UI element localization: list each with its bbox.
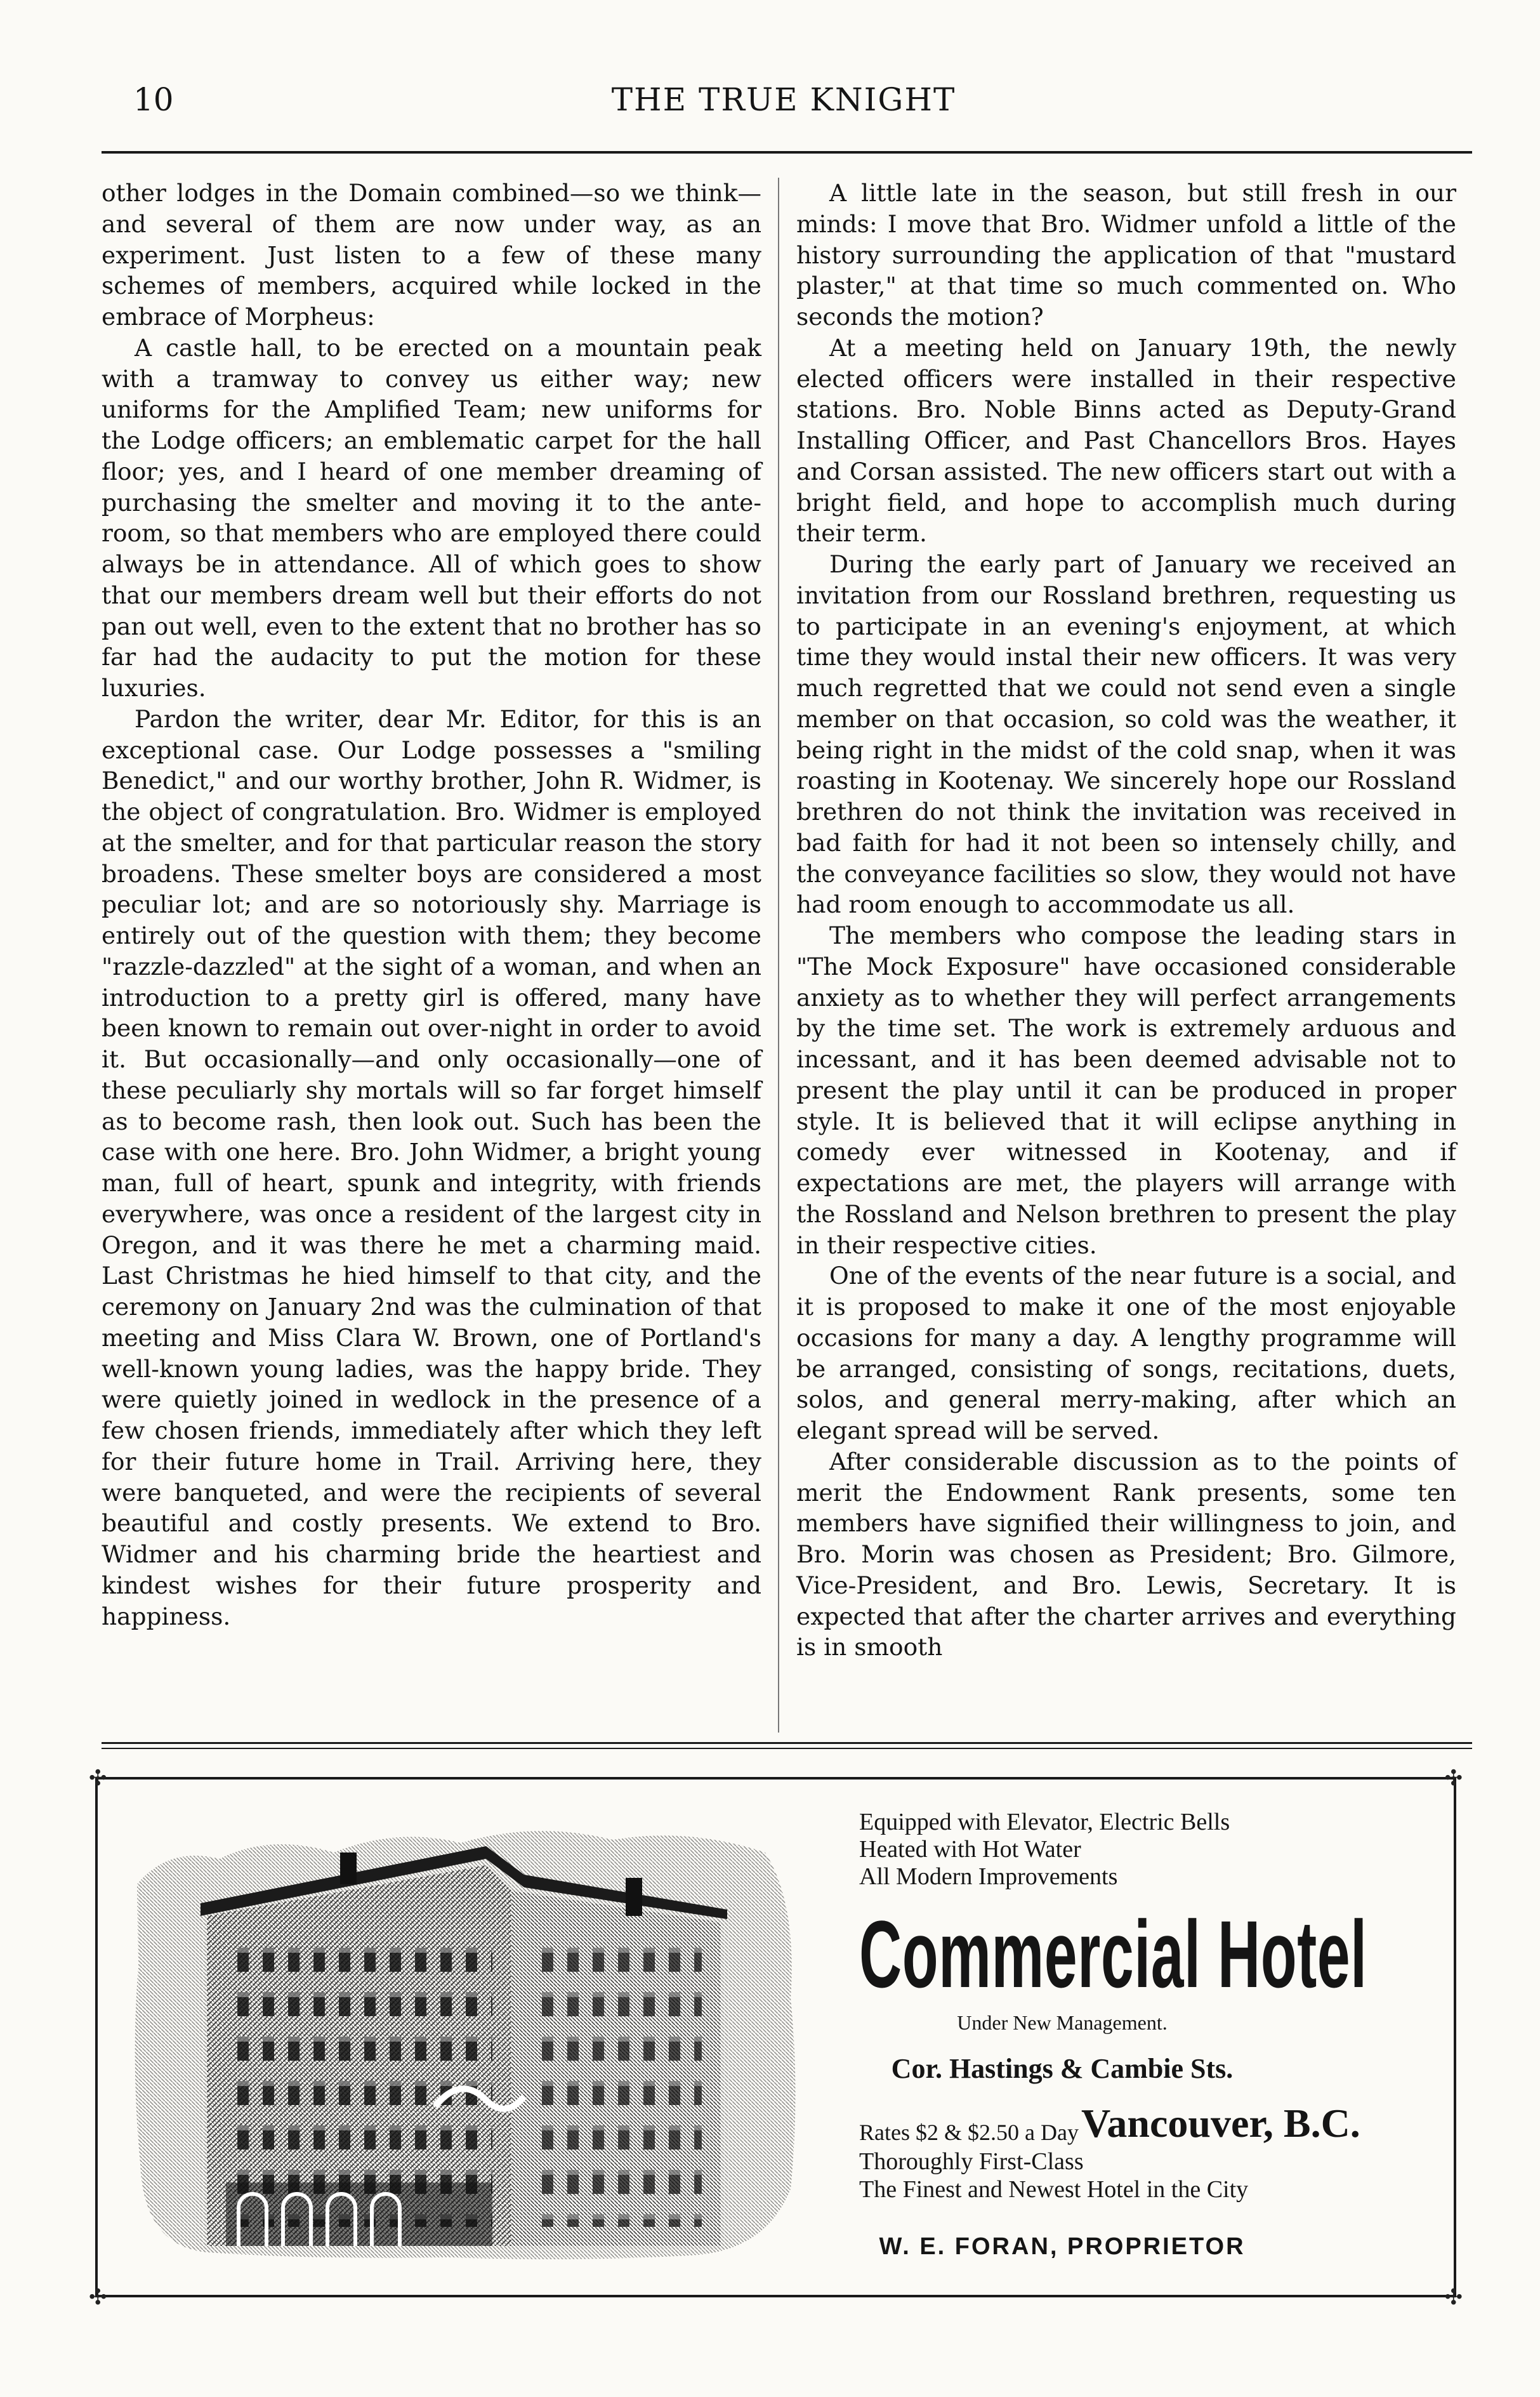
paragraph: The members who compose the leading stars in "The Mock Exposure" have occasioned considerable anxiety as to whether they will perfect arrangements by the time set. The work is extremely arduous and incessant, and it has been deemed advisable not to present the play until it can be produced in proper style. It is believed that it will eclipse anything in comedy ever witnessed in Kootenay, and if expectations are met, the players will arrange with the Rossland and Nelson brethren to present the play in their respective cities.: [796, 921, 1456, 1259]
paragraph: other lodges in the Domain combined—so we think—and several of them are now under way, as an experiment. Just listen to a few of these many schemes of members, acquired while locked in the embrace of Morpheus:: [102, 179, 761, 331]
room-rates: Rates $2 & $2.50 a Day: [859, 2120, 1079, 2145]
hotel-address: Cor. Hastings & Cambie Sts.: [891, 2053, 1234, 2084]
hotel-advertisement: [89, 1766, 1463, 2310]
right-column: [796, 178, 1456, 1663]
paragraph: A castle hall, to be erected on a mountain peak with a tramway to convey us either way; new uniforms for the Amplified Team; new uniforms for the Lodge officers; an emblematic carpet for the hall floor; yes, and I heard of one member dreaming of purchasing the smelter and moving it to the ante-room, so that members who are employed there could always be in attendance. All of which goes to show that our members dream well but their efforts do not pan out well, even to the extent that no brother has so far had the audacity to put the motion for these luxuries.: [102, 333, 761, 702]
column-divider: [778, 178, 779, 1733]
ad-feature-line: Heated with Hot Water: [859, 1836, 1081, 1863]
paragraph: One of the events of the near future is a social, and it is proposed to make it one of the most enjoyable occasions for many a day. A lengthy programme will be arranged, consisting of songs, recitations, duets, solos, and general merry-making, after which an elegant spread will be served.: [796, 1262, 1456, 1444]
hotel-city: Vancouver, B.C.: [1081, 2101, 1360, 2146]
journal-title: THE TRUE KNIGHT: [611, 81, 956, 118]
corner-ornament-icon: ✣: [89, 1766, 107, 1791]
proprietor-name: W. E. FORAN, PROPRIETOR: [879, 2233, 1246, 2260]
section-rule: [102, 1742, 1472, 1749]
hotel-name: Commercial Hotel: [859, 1901, 1367, 2007]
page-number: 10: [133, 81, 174, 118]
corner-ornament-icon: ✣: [89, 2285, 107, 2310]
paragraph: At a meeting held on January 19th, the newly elected officers were installed in their respective stations. Bro. Noble Binns acted as Deputy-Grand Installing Officer, and Past Chancellors Bros. Hayes and Corsan assisted. The new officers start out with a bright field, and hope to accomplish much during their term.: [796, 333, 1456, 548]
left-column: [102, 178, 761, 1632]
advertisement-text: [777, 1780, 1456, 2294]
ad-feature-line: Thoroughly First-Class: [859, 2148, 1084, 2175]
hotel-building-engraving: [131, 1808, 802, 2265]
corner-ornament-icon: ✣: [1444, 1766, 1463, 1791]
paragraph: A little late in the season, but still fresh in our minds: I move that Bro. Widmer unfold a little of the history surrounding the application of that "mustard plaster," at that time so much commented on. Who seconds the motion?: [796, 179, 1456, 331]
paragraph: Pardon the writer, dear Mr. Editor, for this is an exceptional case. Our Lodge possesses a "smiling Benedict," and our worthy brother, John R. Widmer, is the object of congratulation. Bro. Widmer is employed at the smelter, and for that particular reason the story broadens. These smelter boys are considered a most peculiar lot; and are so notoriously shy. Marriage is entirely out of the question with them; they become "razzle-dazzled" at the sight of a woman, and when an introduction to a pretty girl is offered, many have been known to remain out over-night in order to avoid it. But occasionally—and only occasionally—one of these peculiarly shy mortals will so far forget himself as to become rash, then look out. Such has been the case with one here. Bro. John Widmer, a bright young man, full of heart, spunk and integrity, with friends everywhere, was once a resident of the largest city in Oregon, and it was there he met a charming maid. Last Christmas he hied himself to that city, and the ceremony on January 2nd was the culmination of that meeting and Miss Clara W. Brown, one of Portland's well-known young ladies, was the happy bride. They were quietly joined in wedlock in the presence of a few chosen friends, immediately after which they left for their future home in Trail. Arriving here, they were banqueted, and were the recipients of several beautiful and costly presents. We extend to Bro. Widmer and his charming bride the heartiest and kindest wishes for their future prosperity and happiness.: [102, 704, 761, 1630]
corner-ornament-icon: ✣: [1444, 2285, 1463, 2310]
ad-feature-line: The Finest and Newest Hotel in the City: [859, 2176, 1249, 2203]
header-rule: [102, 151, 1472, 154]
paragraph: During the early part of January we received an invitation from our Rossland brethren, requesting us to participate in an evening's enjoyment, at which time they would instal their new officers. It was very much regretted that we could not send even a single member on that occasion, so cold was the weather, it being right in the midst of the cold snap, when it was roasting in Kootenay. We sincerely hope our Rossland brethren do not think the invitation was received in bad faith for had it not been so intensely chilly, and the conveyance facilities so slow, they would not have had room enough to accommodate us all.: [796, 550, 1456, 919]
management-note: Under New Management.: [957, 2011, 1168, 2034]
paragraph: After considerable discussion as to the points of merit the Endowment Rank presents, some ten members have signified their willingness to join, and Bro. Morin was chosen as President; Bro. Gilmore, Vice-President, and Bro. Lewis, Secretary. It is expected that after the charter arrives and everything is in smooth: [796, 1447, 1456, 1661]
ad-feature-line: All Modern Improvements: [859, 1863, 1118, 1890]
ad-feature-line: Equipped with Elevator, Electric Bells: [859, 1809, 1230, 1835]
page-header: [95, 76, 1472, 133]
